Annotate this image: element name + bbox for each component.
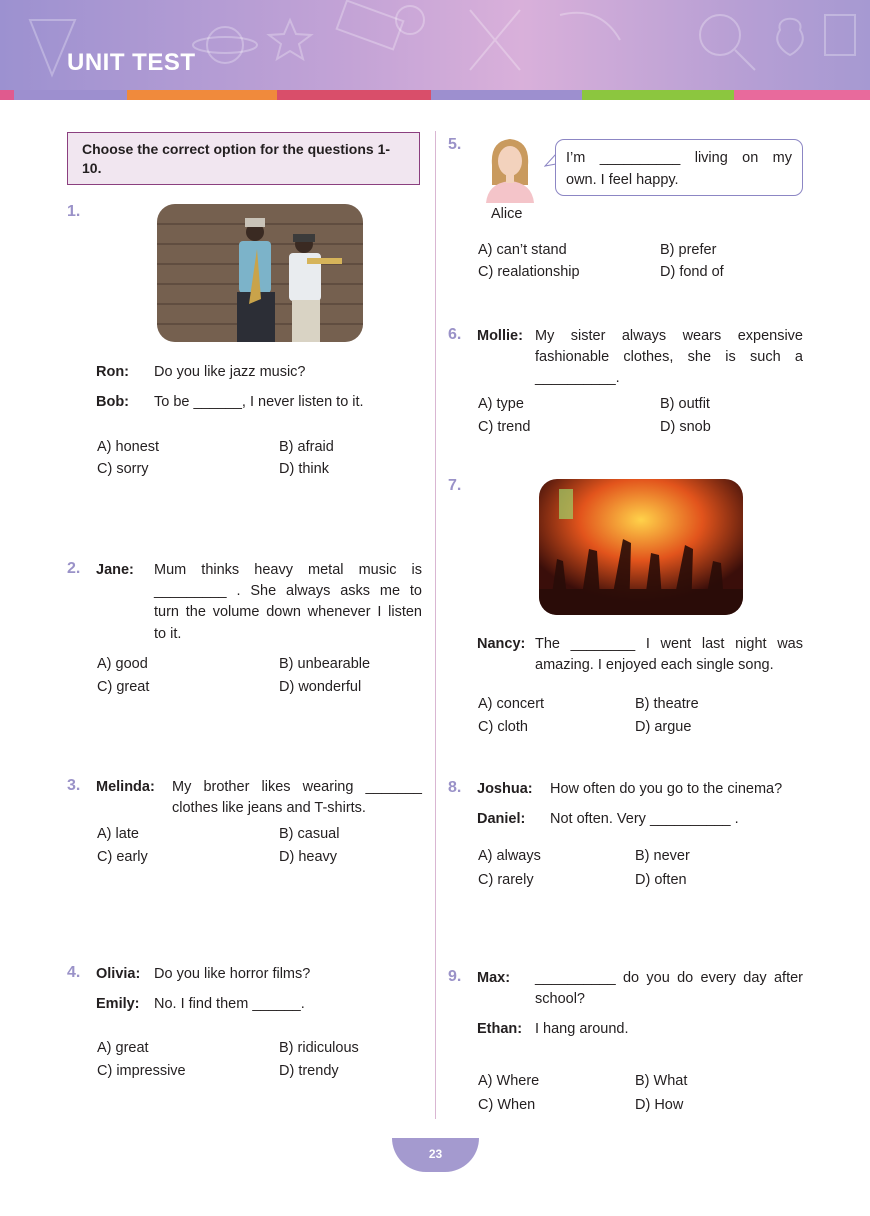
speaker-name: Joshua: bbox=[477, 781, 533, 797]
concert-crowd-photo bbox=[539, 479, 743, 615]
page-title: UNIT TEST bbox=[67, 49, 196, 76]
bubble-line: I’m __________ living on my bbox=[566, 150, 792, 166]
dialogue-line: Do you like jazz music? bbox=[154, 364, 306, 380]
option-a[interactable]: A) type bbox=[478, 396, 524, 412]
dialogue-line: Do you like horror films? bbox=[154, 966, 311, 982]
option-c[interactable]: C) great bbox=[97, 679, 150, 695]
option-d[interactable]: D) fond of bbox=[660, 264, 724, 280]
question-number: 8. bbox=[448, 779, 462, 796]
option-c[interactable]: C) realationship bbox=[478, 264, 580, 280]
speaker-name: Jane: bbox=[96, 562, 134, 578]
speaker-name: Bob: bbox=[96, 394, 130, 410]
page-number: 23 bbox=[428, 1147, 443, 1161]
option-b[interactable]: B) theatre bbox=[635, 696, 699, 712]
option-d[interactable]: D) argue bbox=[635, 719, 692, 735]
speaker-name: Daniel: bbox=[477, 811, 526, 827]
option-c[interactable]: C) rarely bbox=[478, 872, 534, 888]
color-stripe bbox=[14, 90, 127, 100]
dialogue-line: amazing. I enjoyed each single song. bbox=[535, 657, 774, 673]
option-d[interactable]: D) snob bbox=[660, 419, 711, 435]
question-number: 3. bbox=[67, 777, 81, 794]
option-d[interactable]: D) trendy bbox=[279, 1063, 339, 1079]
speaker-name: Melinda: bbox=[96, 779, 155, 795]
option-b[interactable]: B) unbearable bbox=[279, 656, 371, 672]
dialogue-line: turn the volume down whenever I listen bbox=[154, 604, 422, 620]
dialogue-line: to it. bbox=[154, 626, 182, 642]
option-d[interactable]: D) wonderful bbox=[279, 679, 362, 695]
question-number: 1. bbox=[67, 203, 81, 220]
dialogue-line: __________ do you do every day after bbox=[535, 970, 803, 986]
option-b[interactable]: B) prefer bbox=[660, 242, 717, 258]
speaker-name: Max: bbox=[477, 970, 511, 986]
option-c[interactable]: C) sorry bbox=[97, 461, 149, 477]
dialogue-line: I hang around. bbox=[535, 1021, 629, 1037]
question-number: 7. bbox=[448, 477, 462, 494]
question-number: 6. bbox=[448, 326, 462, 343]
option-d[interactable]: D) heavy bbox=[279, 849, 338, 865]
bubble-line: own. I feel happy. bbox=[566, 172, 679, 188]
question-number: 2. bbox=[67, 560, 81, 577]
dialogue-line: Mum thinks heavy metal music is bbox=[154, 562, 422, 578]
option-d[interactable]: D) How bbox=[635, 1097, 684, 1113]
speaker-name: Ron: bbox=[96, 364, 130, 380]
speaker-name: Emily: bbox=[96, 996, 140, 1012]
dialogue-line: How often do you go to the cinema? bbox=[550, 781, 783, 797]
person-name: Alice bbox=[491, 206, 523, 222]
dialogue-line: The ________ I went last night was bbox=[535, 636, 803, 652]
speech-bubble bbox=[555, 139, 803, 196]
color-stripe bbox=[431, 90, 582, 100]
option-c[interactable]: C) impressive bbox=[97, 1063, 186, 1079]
dialogue-line: My brother likes wearing _______ bbox=[172, 779, 422, 795]
color-stripe bbox=[734, 90, 870, 100]
option-b[interactable]: B) casual bbox=[279, 826, 340, 842]
dialogue-line: To be ______, I never listen to it. bbox=[154, 394, 364, 410]
alice-avatar bbox=[478, 135, 542, 203]
color-stripe bbox=[277, 90, 431, 100]
option-b[interactable]: B) afraid bbox=[279, 439, 334, 455]
option-c[interactable]: C) When bbox=[478, 1097, 536, 1113]
dialogue-line: No. I find them ______. bbox=[154, 996, 305, 1012]
option-c[interactable]: C) early bbox=[97, 849, 148, 865]
option-c[interactable]: C) cloth bbox=[478, 719, 528, 735]
speaker-name: Mollie: bbox=[477, 328, 523, 344]
speaker-name: Ethan: bbox=[477, 1021, 523, 1037]
dialogue-line: clothes like jeans and T-shirts. bbox=[172, 800, 366, 816]
option-a[interactable]: A) concert bbox=[478, 696, 545, 712]
option-a[interactable]: A) can’t stand bbox=[478, 242, 567, 258]
option-a[interactable]: A) good bbox=[97, 656, 148, 672]
dialogue-line: __________. bbox=[535, 370, 620, 386]
speaker-name: Olivia: bbox=[96, 966, 141, 982]
option-b[interactable]: B) What bbox=[635, 1073, 688, 1089]
column-divider bbox=[435, 131, 436, 1119]
option-c[interactable]: C) trend bbox=[478, 419, 531, 435]
option-d[interactable]: D) often bbox=[635, 872, 687, 888]
dialogue-line: My sister always wears expensive bbox=[535, 328, 803, 344]
color-stripe bbox=[0, 90, 14, 100]
option-b[interactable]: B) ridiculous bbox=[279, 1040, 359, 1056]
question-number: 4. bbox=[67, 964, 81, 981]
dialogue-line: school? bbox=[535, 991, 585, 1007]
option-a[interactable]: A) honest bbox=[97, 439, 160, 455]
option-a[interactable]: A) late bbox=[97, 826, 139, 842]
speaker-name: Nancy: bbox=[477, 636, 526, 652]
color-stripe bbox=[582, 90, 734, 100]
option-d[interactable]: D) think bbox=[279, 461, 329, 477]
option-b[interactable]: B) outfit bbox=[660, 396, 710, 412]
instructions-box: Choose the correct option for the questions 1-10. bbox=[67, 132, 420, 185]
jazz-musicians-photo bbox=[157, 204, 363, 342]
option-a[interactable]: A) great bbox=[97, 1040, 149, 1056]
question-number: 9. bbox=[448, 968, 462, 985]
color-stripe bbox=[127, 90, 277, 100]
dialogue-line: fashionable clothes, she is such a bbox=[535, 349, 803, 365]
question-number: 5. bbox=[448, 136, 462, 153]
option-a[interactable]: A) Where bbox=[478, 1073, 540, 1089]
option-a[interactable]: A) always bbox=[478, 848, 541, 864]
option-b[interactable]: B) never bbox=[635, 848, 690, 864]
dialogue-line: Not often. Very __________ . bbox=[550, 811, 739, 827]
dialogue-line: _________ . She always asks me to bbox=[154, 583, 422, 599]
